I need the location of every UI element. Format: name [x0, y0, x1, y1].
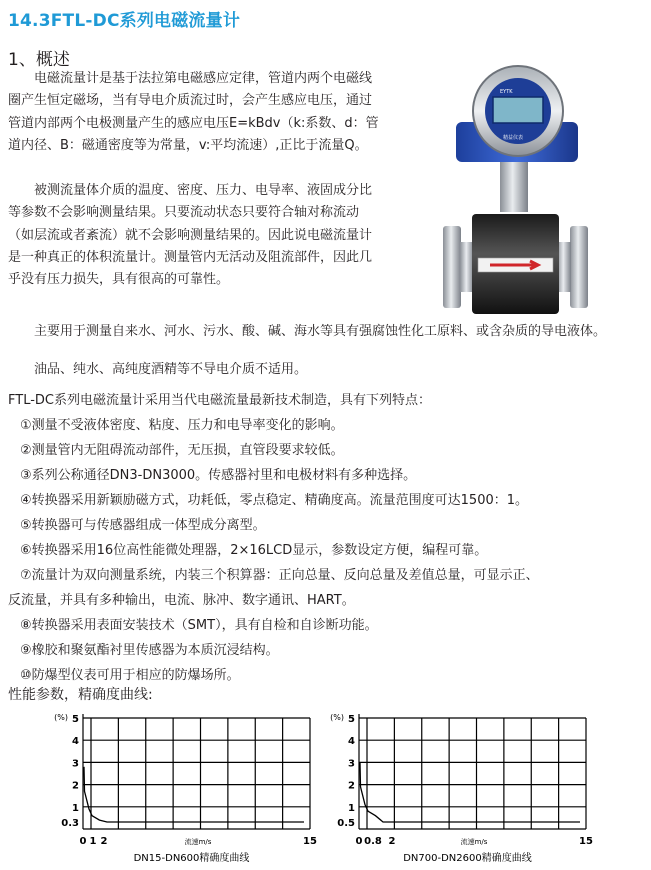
- feature-item: ⑩防爆型仪表可用于相应的防爆场所。: [20, 668, 240, 683]
- y-tick-label: 4: [72, 736, 79, 748]
- y-tick-label: 1: [348, 802, 355, 814]
- y-axis-label: (%): [54, 713, 68, 722]
- accuracy-chart-dn15-dn600: [40, 708, 330, 866]
- x-tick-label: 2: [388, 836, 396, 847]
- x-tick-label: 0: [79, 836, 87, 847]
- paragraph-limitations: 油品、纯水、高纯度酒精等不导电介质不适用。: [34, 362, 308, 377]
- feature-item: ⑨橡胶和聚氨酯衬里传感器为本质沉浸结构。: [20, 643, 279, 658]
- y-tick-label: 3: [348, 758, 355, 770]
- chart-title: DN700-DN2600精确度曲线: [403, 853, 532, 864]
- y-tick-label: 3: [72, 758, 79, 770]
- feature-item-continued: 反流量，并具有多种输出，电流、脉冲、数字通讯、HART。: [8, 593, 355, 608]
- feature-item: ⑥转换器采用16位高性能微处理器，2×16LCD显示，参数设定方便，编程可靠。: [20, 543, 488, 558]
- feature-item: ①测量不受液体密度、粘度、压力和电导率变化的影响。: [20, 418, 344, 433]
- x-tick-label: 1: [89, 836, 97, 847]
- chart-title: DN15-DN600精确度曲线: [133, 853, 250, 864]
- y-tick-label: 2: [348, 780, 355, 792]
- feature-item: ③系列公称通径DN3-DN3000。传感器衬里和电极材料有多种选择。: [20, 468, 417, 483]
- flowmeter-photo: [438, 64, 593, 314]
- feature-item: ②测量管内无阻碍流动部件，无压损，直管段要求较低。: [20, 443, 344, 458]
- x-tick-label: 15: [303, 836, 317, 847]
- feature-item: ⑤转换器可与传感器组成一体型成分离型。: [20, 518, 266, 533]
- page-title: 14.3FTL-DC系列电磁流量计: [8, 11, 241, 31]
- svg-text:精益仪表: 精益仪表: [503, 135, 524, 141]
- y-tick-label: 0.5: [337, 818, 355, 829]
- y-tick-label: 5: [72, 714, 79, 725]
- accuracy-curve: [360, 762, 580, 822]
- paragraph-principle: 电磁流量计是基于法拉第电磁感应定律，管道内两个电磁线圈产生恒定磁场，当有导电介质流过时，会产生感应电压，通过管道内部两个电极测量产生的感应电压E=kBdv（k:系数、d：管道内径、B：磁通密度等为常量，v:平均流速）,正比于流量Q。: [8, 71, 379, 153]
- paragraph-advantages: 被测流量体介质的温度、密度、压力、电导率、液固成分比等参数不会影响测量结果。只要流动状态只要符合轴对称流动（如层流或者紊流）就不会影响测量结果的。因此说电磁流量计是一种真正的体积流量计。测量管内无活动及阻流部件，因此几乎没有压力损失，具有很高的可靠性。: [8, 183, 373, 288]
- performance-heading: 性能参数，精确度曲线:: [8, 687, 153, 703]
- x-tick-label: 0: [355, 836, 363, 847]
- y-tick-label: 5: [348, 714, 355, 725]
- x-tick-label: 0.8: [364, 836, 382, 847]
- paragraph-applications: 主要用于测量自来水、河水、污水、酸、碱、海水等具有强腐蚀性化工原料、或含杂质的导电液体。: [34, 324, 607, 339]
- y-tick-label: 1: [72, 802, 79, 814]
- features-intro: FTL-DC系列电磁流量计采用当代电磁流量最新技术制造，具有下列特点：: [8, 393, 431, 408]
- accuracy-curve: [84, 767, 304, 822]
- y-tick-label: 0.3: [61, 818, 79, 829]
- y-tick-label: 2: [72, 780, 79, 792]
- y-tick-label: 4: [348, 736, 355, 748]
- x-tick-label: 15: [579, 836, 593, 847]
- section-heading: 1、概述: [8, 50, 70, 70]
- x-axis-label: 流速m/s: [460, 838, 488, 846]
- svg-text:EYTK: EYTK: [500, 89, 513, 95]
- feature-item: ⑦流量计为双向测量系统，内装三个积算器：正向总量、反向总量及差值总量，可显示正、: [20, 568, 539, 583]
- feature-item: ⑧转换器采用表面安装技术（SMT），具有自检和自诊断功能。: [20, 618, 378, 633]
- x-tick-label: 2: [100, 836, 108, 847]
- y-axis-label: (%): [330, 713, 344, 722]
- feature-item: ④转换器采用新颖励磁方式，功耗低，零点稳定、精确度高。流量范围度可达1500：1。: [20, 493, 529, 508]
- x-axis-label: 流速m/s: [184, 838, 212, 846]
- accuracy-chart-dn700-dn2600: [316, 708, 606, 866]
